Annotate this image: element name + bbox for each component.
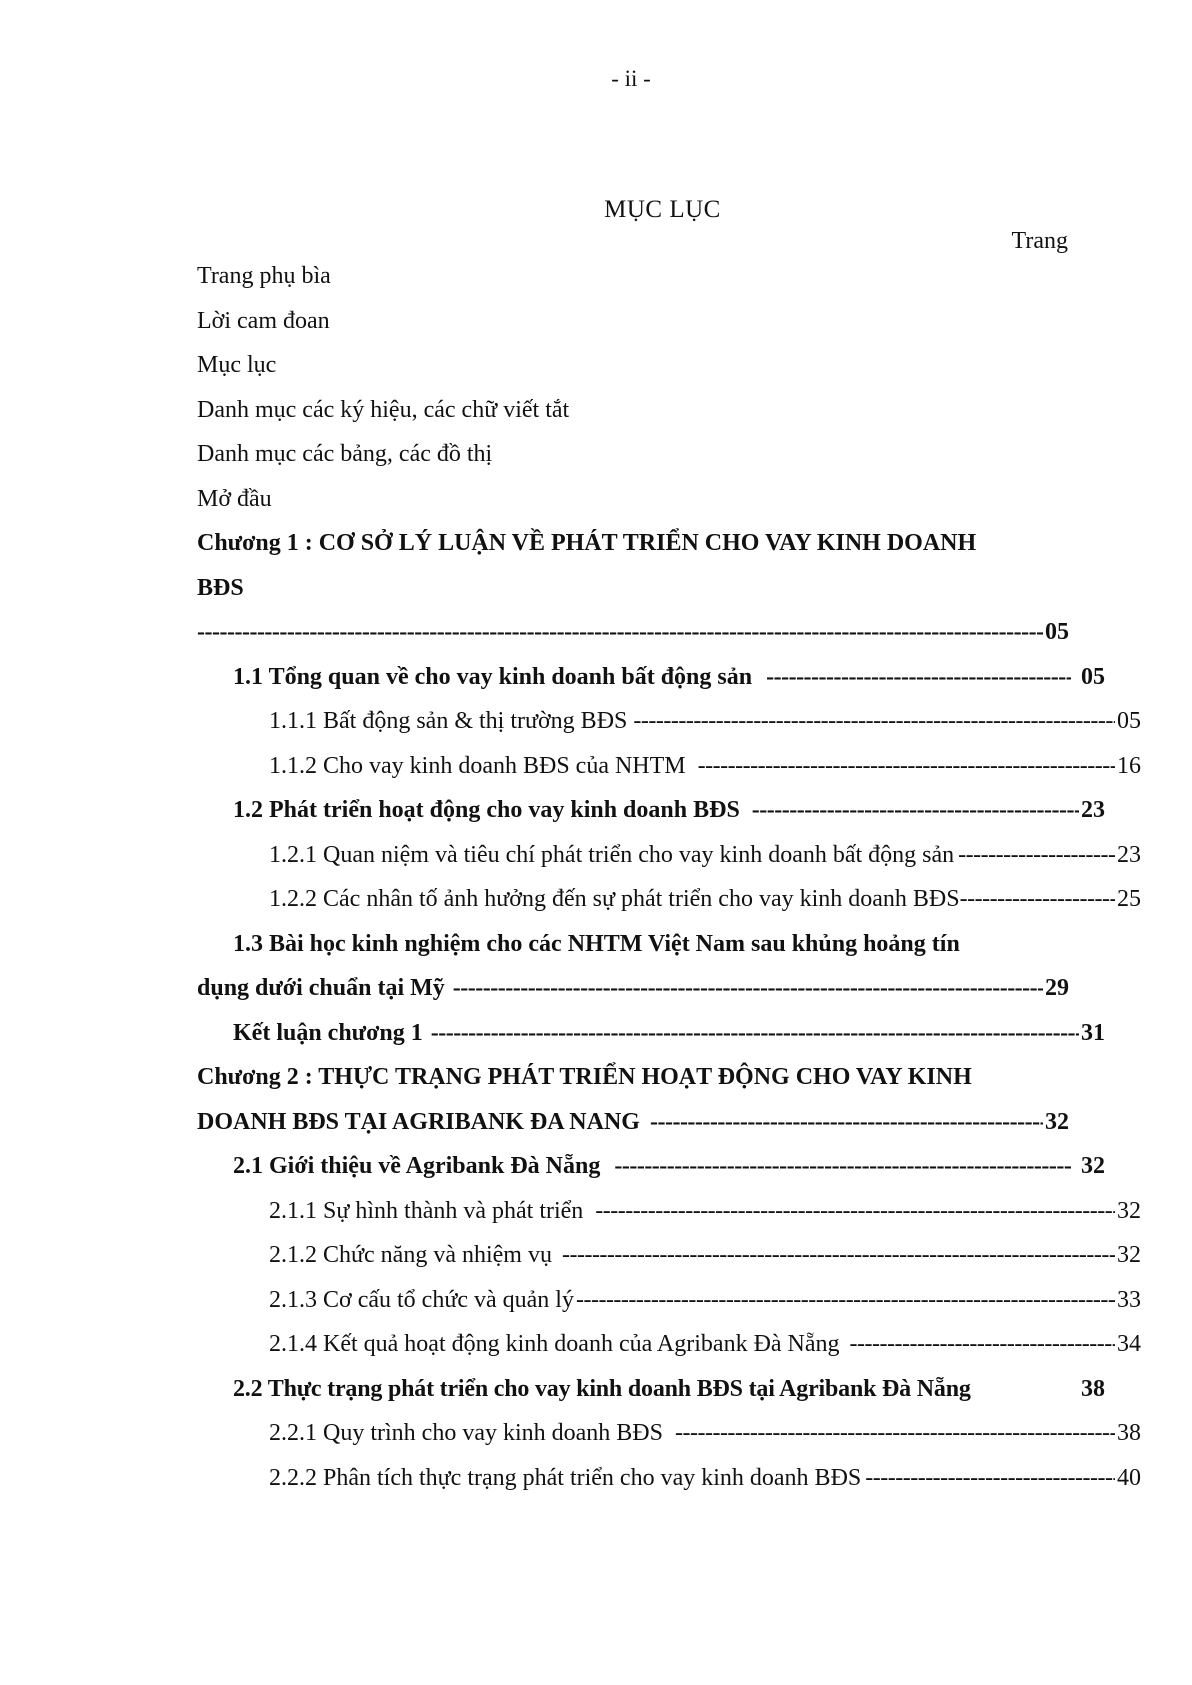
toc-label: 1.2.1 Quan niệm và tiêu chí phát triển cho vay kinh doanh bất động sản — [269, 841, 955, 868]
toc-conclusion-1[interactable] — [197, 1011, 1105, 1056]
toc-section-1-2-1[interactable] — [197, 833, 1141, 878]
toc-section-2-1-1[interactable] — [197, 1189, 1141, 1234]
toc-page-number: 38 — [1081, 1375, 1105, 1402]
toc-label: 2.1.1 Sự hình thành và phát triển — [269, 1197, 584, 1224]
toc-page-number: 31 — [1081, 1019, 1105, 1046]
toc-section-2-2-2[interactable] — [197, 1456, 1141, 1501]
toc-label: Kết luận chương 1 — [233, 1019, 423, 1046]
toc-chapter-1-line2[interactable]: BĐS — [197, 574, 244, 601]
toc-section-2-1-3[interactable] — [197, 1278, 1141, 1323]
toc-item-abbreviations[interactable]: Danh mục các ký hiệu, các chữ viết tắt — [197, 396, 570, 423]
toc-page-number: 25 — [1117, 886, 1141, 912]
dot-leader — [431, 1011, 1079, 1056]
toc-page-number: 16 — [1117, 752, 1141, 779]
dot-leader — [650, 1100, 1043, 1145]
dot-leader — [595, 1189, 1115, 1234]
toc-page-number: 32 — [1117, 1242, 1141, 1268]
toc-section-1-1[interactable] — [197, 655, 1105, 700]
toc-page-number: 29 — [1045, 975, 1069, 1001]
toc-item-tables[interactable]: Danh mục các bảng, các đồ thị — [197, 441, 493, 467]
dot-leader — [698, 744, 1115, 789]
dot-leader — [562, 1233, 1115, 1278]
toc-page-number: 05 — [1117, 708, 1141, 734]
toc-page-number: 32 — [1045, 1108, 1069, 1135]
toc-label: 2.2.2 Phân tích thực trạng phát triển cho vay kinh doanh BĐS — [269, 1464, 862, 1491]
toc-chapter-2-line1[interactable]: Chương 2 : THỰC TRẠNG PHÁT TRIỂN HOẠT ĐỘNG CHO VAY KINH — [197, 1064, 972, 1090]
dot-leader — [960, 877, 1115, 922]
page-column-label: Trang — [1011, 228, 1068, 254]
toc-label: 1.2.2 Các nhân tố ảnh hưởng đến sự phát triển cho vay kinh doanh BĐS — [269, 886, 960, 912]
toc-title: MỤC LỤC — [604, 196, 721, 223]
page-number: - ii - — [611, 66, 651, 91]
toc-section-1-1-2[interactable] — [197, 744, 1141, 789]
toc-section-2-1[interactable] — [197, 1144, 1105, 1189]
dot-leader — [197, 610, 1043, 655]
toc-section-1-1-1[interactable] — [197, 699, 1141, 744]
toc-item-contents[interactable]: Mục lục — [197, 352, 277, 378]
toc-page-number: 23 — [1081, 797, 1105, 823]
toc-section-2-1-2[interactable] — [197, 1233, 1141, 1278]
toc-label: 2.1.3 Cơ cấu tổ chức và quản lý — [269, 1286, 574, 1313]
toc-page-number: 34 — [1117, 1331, 1141, 1357]
toc-section-1-3-line1[interactable]: 1.3 Bài học kinh nghiệm cho các NHTM Việt Nam sau khủng hoảng tín — [233, 930, 960, 957]
dot-leader — [614, 1144, 1071, 1189]
toc-label: 1.1.1 Bất động sản & thị trường BĐS — [269, 708, 628, 734]
toc-label: 1.1 Tổng quan về cho vay kinh doanh bất động sản — [233, 663, 753, 690]
toc-page-number: 05 — [1081, 663, 1105, 690]
toc-label: 2.2.1 Quy trình cho vay kinh doanh BĐS — [269, 1420, 663, 1446]
dot-leader — [633, 699, 1115, 744]
toc-section-1-2[interactable] — [197, 788, 1105, 833]
toc-item-cover[interactable]: Trang phụ bìa — [197, 263, 331, 289]
toc-label: 2.1.4 Kết quả hoạt động kinh doanh của Agribank Đà Nẵng — [269, 1331, 840, 1357]
toc-label: 1.1.2 Cho vay kinh doanh BĐS của NHTM — [269, 752, 686, 779]
toc-page-number: 40 — [1117, 1464, 1141, 1491]
toc-chapter-1-page-line[interactable] — [197, 610, 1069, 655]
toc-page-number: 23 — [1117, 841, 1141, 868]
dot-leader — [766, 655, 1071, 700]
dot-leader — [958, 833, 1115, 878]
toc-section-2-2[interactable] — [197, 1367, 1105, 1412]
toc-page-number: 32 — [1117, 1197, 1141, 1224]
toc-label: 1.2 Phát triển hoạt động cho vay kinh doanh BĐS — [233, 797, 740, 823]
dot-leader — [675, 1411, 1115, 1456]
toc-label: 2.2 Thực trạng phát triển cho vay kinh doanh BĐS tại Agribank Đà Nẵng — [233, 1375, 971, 1402]
dot-leader — [453, 966, 1043, 1011]
toc-section-1-3-line2[interactable] — [197, 966, 1069, 1011]
dot-leader — [576, 1278, 1115, 1323]
table-of-contents — [197, 254, 1141, 1500]
toc-page-number: 33 — [1117, 1286, 1141, 1313]
dot-leader — [850, 1322, 1115, 1367]
toc-page-number: 32 — [1081, 1153, 1105, 1179]
toc-item-introduction[interactable]: Mở đầu — [197, 485, 272, 512]
dot-leader — [865, 1456, 1115, 1501]
toc-label: dụng dưới chuẩn tại Mỹ — [197, 975, 445, 1001]
toc-section-2-2-1[interactable] — [197, 1411, 1141, 1456]
toc-item-declaration[interactable]: Lời cam đoan — [197, 307, 330, 334]
toc-label: DOANH BĐS TẠI AGRIBANK ĐA NANG — [197, 1108, 640, 1135]
toc-section-1-2-2[interactable] — [197, 877, 1141, 922]
toc-section-2-1-4[interactable] — [197, 1322, 1141, 1367]
toc-label: 2.1 Giới thiệu về Agribank Đà Nẵng — [233, 1153, 601, 1179]
dot-leader — [752, 788, 1079, 833]
toc-page-number: 38 — [1117, 1420, 1141, 1446]
toc-page-number: 05 — [1045, 619, 1069, 645]
toc-chapter-1-line1[interactable]: Chương 1 : CƠ SỞ LÝ LUẬN VỀ PHÁT TRIỂN CHO VAY KINH DOANH — [197, 530, 977, 556]
toc-label: 2.1.2 Chức năng và nhiệm vụ — [269, 1242, 552, 1268]
toc-chapter-2-line2[interactable] — [197, 1100, 1069, 1145]
